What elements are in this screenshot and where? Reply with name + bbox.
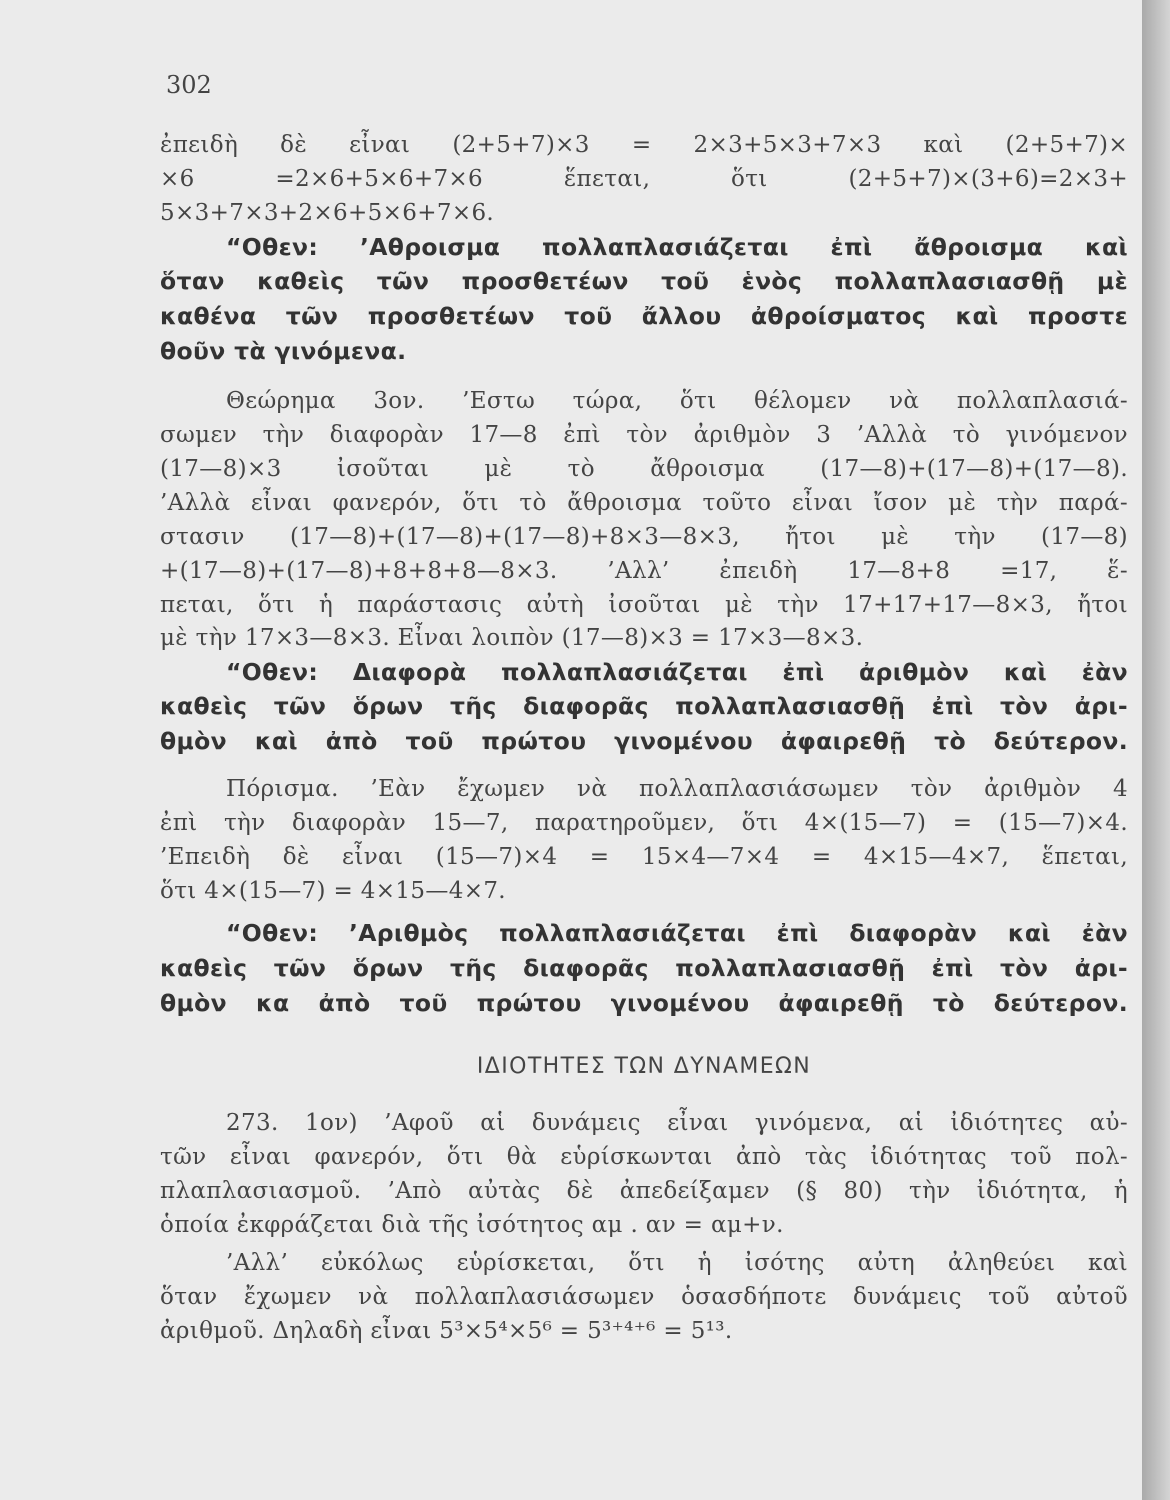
text-line: στασιν (17—8)+(17—8)+(17—8)+8×3—8×3, ἤτοι μὲ τὴν (17—8) (160, 524, 1128, 550)
text-line: ’Αλλὰ εἶναι φανερόν, ὅτι τὸ ἄθροισμα τοῦτο εἶναι ἴσον μὲ τὴν παρά- (160, 490, 1128, 516)
rule-line: θμὸν κα ἀπὸ τοῦ πρώτου γινομένου ἀφαιρεθῇ τὸ δεύτερον. (160, 989, 1128, 1017)
text-line: ’Επειδὴ δὲ εἶναι (15—7)×4 = 15×4—7×4 = 4×15—4×7, ἕπεται, (160, 844, 1128, 870)
theorem-line: Θεώρημα 3ον. ’Εστω τώρα, ὅτι θέλομεν νὰ πολλαπλασιά- (226, 388, 1128, 414)
section-heading: ΙΔΙΟΤΗΤΕΣ ΤΩΝ ΔΥΝΑΜΕΩΝ (476, 1054, 812, 1079)
page-number: 302 (166, 71, 212, 99)
text-line: πλαπλασιασμοῦ. ’Απὸ αὐτὰς δὲ ἀπεδείξαμεν (§ 80) τὴν ἰδιότητα, ἡ (160, 1178, 1128, 1204)
rule-line: καθεὶς τῶν ὅρων τῆς διαφορᾶς πολλαπλασιασθῇ ἐπὶ τὸν ἀρι- (160, 692, 1128, 720)
rule-line: καθεὶς τῶν ὅρων τῆς διαφορᾶς πολλαπλασιασθῇ ἐπὶ τὸν ἀρι- (160, 954, 1128, 982)
text-line: ἐπὶ τὴν διαφορὰν 15—7, παρατηροῦμεν, ὅτι 4×(15—7) = (15—7)×4. (160, 810, 1128, 836)
rule-line: “Οθεν: Διαφορὰ πολλαπλασιάζεται ἐπὶ ἀριθμὸν καὶ ἐὰν (226, 658, 1128, 686)
text-line: σωμεν τὴν διαφορὰν 17—8 ἐπὶ τὸν ἀριθμὸν 3 ’Αλλὰ τὸ γινόμενον (160, 422, 1128, 448)
text-line: ὅταν ἔχωμεν νὰ πολλαπλασιάσωμεν ὁσασδήποτε δυνάμεις τοῦ αὐτοῦ (160, 1284, 1128, 1310)
rule-line: καθένα τῶν προσθετέων τοῦ ἄλλου ἀθροίσματος καὶ προστε (160, 302, 1128, 330)
text-line: ἀριθμοῦ. Δηλαδὴ εἶναι 5³×5⁴×5⁶ = 5³⁺⁴⁺⁶ = 5¹³. (160, 1318, 733, 1344)
text-line: 5×3+7×3+2×6+5×6+7×6. (160, 200, 495, 226)
rule-line: ὅταν καθεὶς τῶν προσθετέων τοῦ ἑνὸς πολλαπλασιασθῇ μὲ (160, 267, 1128, 295)
text-line: τῶν εἶναι φανερόν, ὅτι θὰ εὑρίσκωνται ἀπὸ τὰς ἰδιότητας τοῦ πολ- (160, 1144, 1128, 1170)
rule-line: θοῦν τὰ γινόμενα. (160, 337, 407, 365)
text-line: ×6 =2×6+5×6+7×6 ἕπεται, ὅτι (2+5+7)×(3+6)=2×3+ (160, 166, 1128, 192)
text-line: μὲ τὴν 17×3—8×3. Εἶναι λοιπὸν (17—8)×3 = 17×3—8×3. (160, 625, 864, 651)
rule-line: “Οθεν: ’Αθροισμα πολλαπλασιάζεται ἐπὶ ἄθροισμα καὶ (226, 233, 1128, 261)
text-line: πεται, ὅτι ἡ παράστασις αὐτὴ ἰσοῦται μὲ τὴν 17+17+17—8×3, ἤτοι (160, 592, 1128, 618)
rule-line: “Οθεν: ’Αριθμὸς πολλαπλασιάζεται ἐπὶ διαφορὰν καὶ ἐὰν (226, 919, 1128, 947)
corollary-line: Πόρισμα. ’Εὰν ἔχωμεν νὰ πολλαπλασιάσωμεν τὸν ἀριθμὸν 4 (226, 776, 1128, 802)
text-line: ἐπειδὴ δὲ εἶναι (2+5+7)×3 = 2×3+5×3+7×3 καὶ (2+5+7)× (160, 132, 1128, 158)
text-line: ὅτι 4×(15—7) = 4×15—4×7. (160, 878, 506, 904)
text-line: ὁποία ἐκφράζεται διὰ τῆς ἰσότητος αμ . αν = αμ+ν. (160, 1212, 784, 1238)
page-edge-shadow (1142, 0, 1170, 1500)
text-line: (17—8)×3 ἰσοῦται μὲ τὸ ἄθροισμα (17—8)+(17—8)+(17—8). (160, 456, 1128, 482)
rule-line: θμὸν καὶ ἀπὸ τοῦ πρώτου γινομένου ἀφαιρεθῇ τὸ δεύτερον. (160, 727, 1128, 755)
text-line: 273. 1ον) ’Αφοῦ αἱ δυνάμεις εἶναι γινόμενα, αἱ ἰδιότητες αὐ- (226, 1110, 1128, 1136)
text-line: +(17—8)+(17—8)+8+8+8—8×3. ’Αλλ’ ἐπειδὴ 17—8+8 =17, ἕ- (160, 558, 1128, 584)
text-line: ’Αλλ’ εὐκόλως εὑρίσκεται, ὅτι ἡ ἰσότης αὐτη ἀληθεύει καὶ (226, 1250, 1128, 1276)
